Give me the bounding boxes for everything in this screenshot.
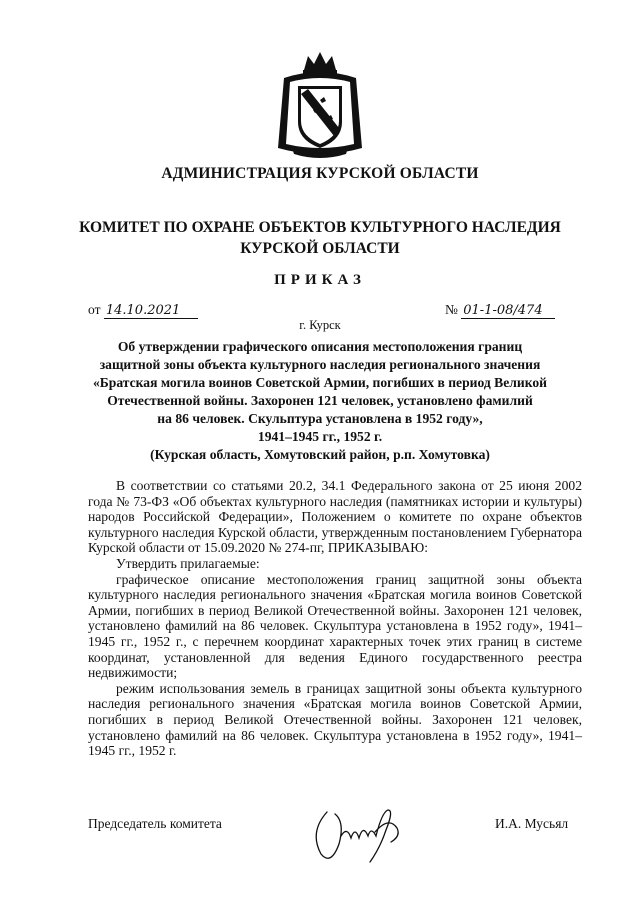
- document-title: [0, 338, 640, 464]
- body-paragraph: режим использования земель в границах защитной зоны объекта культурного наследия регионального значения «Братская могила воинов Советской Армии, погибших в период Великой Отечественной войны. Захоронен 121 человек, установлено фамилий на 86 человек. Скульптура установлена в 1952 году», 1941–1945 гг., 1952 г.: [88, 680, 582, 759]
- document-body: [88, 478, 582, 759]
- coat-of-arms-emblem: [270, 48, 370, 164]
- title-line: Об утверждении графического описания местоположения границ: [117, 339, 523, 354]
- body-paragraph: В соответствии со статьями 20.2, 34.1 Федерального закона от 25 июня 2002 года № 73-ФЗ «Об объектах культурного наследия (памятниках истории и культуры) народов Российской Федерации», Положением о комитете по охране объектов культурного наследия Курской области, утвержденным постановлением Губернатора Курской области от 15.09.2020 № 274-пг, ПРИКАЗЫВАЮ:: [88, 478, 582, 556]
- date-value: 14.10.2021: [104, 303, 198, 319]
- city-label: г. Курск: [299, 318, 341, 332]
- number-prefix: №: [445, 302, 458, 317]
- order-heading: ПРИКАЗ: [274, 272, 366, 288]
- title-line: защитной зоны объекта культурного наследия регионального значения: [99, 357, 541, 372]
- committee-line-2: КУРСКОЙ ОБЛАСТИ: [240, 240, 400, 257]
- signatory-name: И.А. Мусьял: [495, 816, 569, 831]
- administration-heading: АДМИНИСТРАЦИЯ КУРСКОЙ ОБЛАСТИ: [161, 165, 479, 182]
- signatory-position: Председатель комитета: [88, 816, 222, 831]
- title-line: Отечественной войны. Захоронен 121 человек, установлено фамилий: [107, 393, 533, 408]
- title-line: «Братская могила воинов Советской Армии, погибших в период Великой: [92, 375, 547, 390]
- body-paragraph: графическое описание местоположения границ защитной зоны объекта культурного наследия регионального значения «Братская могила воинов Советской Армии, погибших в период Великой Отечественной войны. Захоронен 121 человек, установлено фамилий на 86 человек. Скульптура установлена в 1952 году», 1941–1945 гг., 1952 г., с перечнем координат характерных точек этих границ в системе координат, установленной для ведения Единого государственного реестра недвижимости;: [88, 571, 582, 681]
- date-field: [88, 302, 198, 319]
- date-prefix: от: [88, 302, 101, 317]
- title-line: 1941–1945 гг., 1952 г.: [257, 429, 383, 444]
- body-paragraph: Утвердить прилагаемые:: [116, 555, 260, 571]
- number-value: 01-1-08/474: [461, 303, 555, 319]
- handwritten-signature: [305, 792, 415, 870]
- committee-line-1: КОМИТЕТ ПО ОХРАНЕ ОБЪЕКТОВ КУЛЬТУРНОГО НАСЛЕДИЯ: [79, 219, 561, 236]
- number-field: [445, 302, 555, 319]
- title-line: на 86 человек. Скульптура установлена в 1952 году»,: [157, 411, 483, 426]
- committee-heading: [0, 217, 640, 259]
- title-line: (Курская область, Хомутовский район, р.п. Хомутовка): [150, 447, 490, 462]
